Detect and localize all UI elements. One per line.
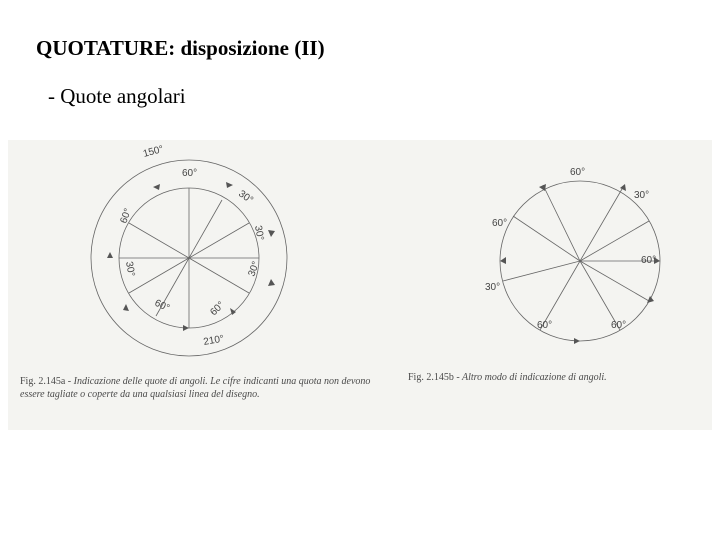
angle-label: 210° bbox=[202, 333, 225, 348]
angle-label: 60° bbox=[152, 297, 172, 315]
scanned-figure bbox=[8, 140, 712, 430]
figure-b-arrowheads bbox=[500, 184, 660, 344]
figure-a-caption bbox=[20, 375, 380, 401]
figure-a-drawing bbox=[91, 160, 287, 356]
radial-line bbox=[513, 216, 580, 261]
angle-label: 60° bbox=[641, 255, 657, 266]
angle-label: 30° bbox=[236, 188, 255, 207]
angle-label: 150° bbox=[141, 143, 165, 160]
radial-line bbox=[543, 185, 580, 261]
figure-b-drawing bbox=[500, 181, 660, 341]
angle-label: 30° bbox=[634, 190, 650, 201]
slide-bullet: - Quote angolari bbox=[48, 84, 186, 108]
angle-label: 30° bbox=[485, 282, 501, 293]
angle-label: 30° bbox=[246, 260, 262, 279]
angle-label: 60° bbox=[182, 168, 198, 179]
angle-label: 60° bbox=[611, 320, 627, 331]
radial-line bbox=[503, 261, 580, 281]
radial-line bbox=[129, 258, 189, 293]
figure-a-labels bbox=[118, 144, 265, 348]
angle-label: 60° bbox=[118, 207, 134, 226]
radial-line bbox=[129, 223, 189, 258]
angle-label: 60° bbox=[492, 218, 508, 229]
angle-label: 30° bbox=[252, 224, 266, 242]
figure-b-caption-text: Altro modo di indicazione di angoli. bbox=[462, 372, 607, 383]
radial-line bbox=[580, 221, 649, 261]
angle-label: 30° bbox=[123, 260, 137, 278]
radial-line bbox=[189, 200, 222, 258]
angle-label: 60° bbox=[208, 299, 227, 319]
figure-b-caption bbox=[408, 371, 708, 384]
radial-line bbox=[580, 261, 649, 301]
radial-line bbox=[189, 258, 249, 293]
figure-a-caption-text: Indicazione delle quote di angoli. Le cifre indicanti una quota non devono essere tagliate o coperte da una qualsiasi linea del disegno. bbox=[20, 376, 371, 400]
figure-b-number: Fig. 2.145b - bbox=[408, 372, 460, 383]
angle-label: 60° bbox=[570, 167, 586, 178]
radial-line bbox=[580, 189, 622, 261]
slide-title: QUOTATURE: disposizione (II) bbox=[36, 36, 325, 60]
figure-b-labels bbox=[485, 167, 656, 331]
angle-label: 60° bbox=[537, 320, 553, 331]
radial-line bbox=[189, 223, 249, 258]
figure-a-number: Fig. 2.145a - bbox=[20, 376, 72, 387]
